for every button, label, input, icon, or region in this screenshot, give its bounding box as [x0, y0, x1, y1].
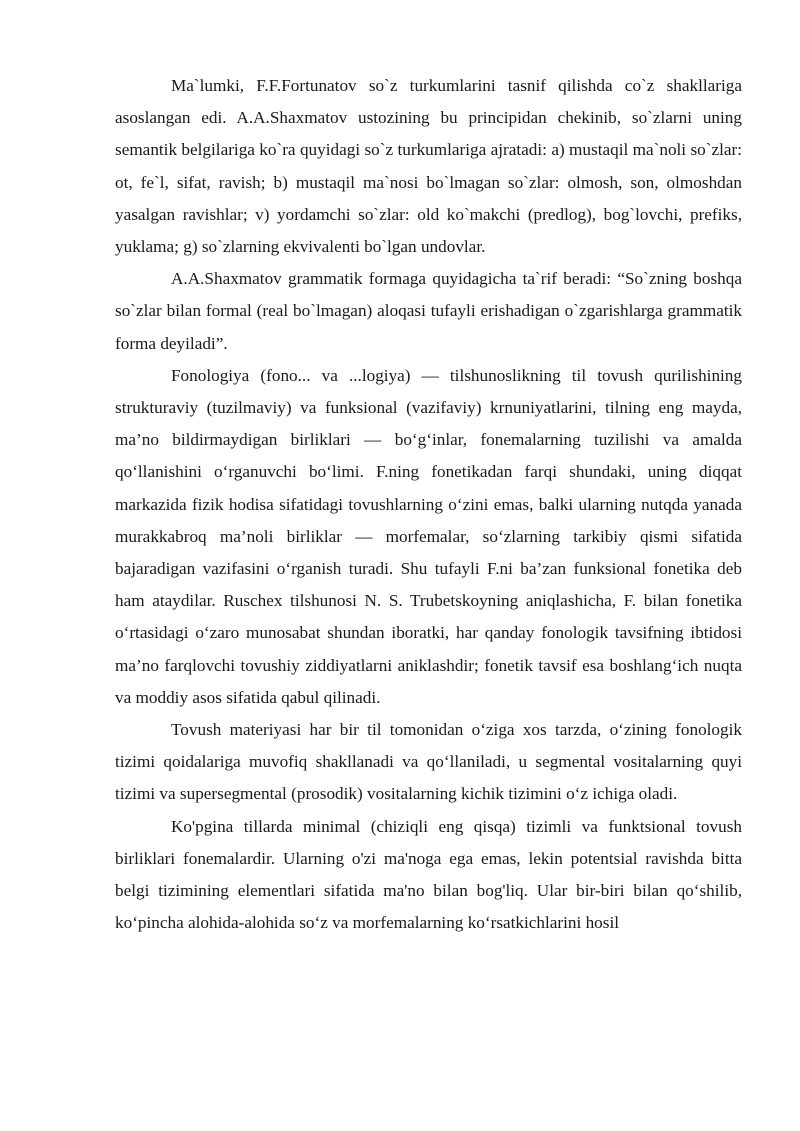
paragraph-grammatical-form: A.A.Shaxmatov grammatik formaga quyidagicha ta`rif beradi: “So`zning boshqa so`zlar bilan formal (real bo`lmagan) aloqasi tufayli erishadigan o`zgarishlarga grammatik forma deyiladi”. [115, 269, 742, 353]
paragraph-phonology: Fonologiya (fono... va ...logiya) — tilshunoslikning til tovush qurilishining strukturaviy (tuzilmaviy) va funksional (vazifaviy) krnuniyatlarini, tilning eng mayda, ma’no bildirmaydigan birliklari — bo‘g‘inlar, fonemalarning tuzilishi va amalda qo‘llanishini o‘rganuvchi bo‘limi. F.ning fonetikadan farqi shundaki, uning diqqat markazida fizik hodisa sifatidagi tovushlarning o‘zini emas, balki ularning nutqda yanada murakkabroq ma’noli birliklar — morfemalar, so‘zlarning tarkibiy qismi sifatida bajaradigan vazifasini o‘rganish turadi. Shu tufayli F.ni ba’zan funksional fonetika deb ham ataydilar. Ruschex tilshunosi N. S. Trubetskoyning aniqlashicha, F. bilan fonetika o‘rtasidagi o‘zaro munosabat shundan iboratki, har qanday fonologik tavsifning ibtidosi ma’no farqlovchi tovushiy ziddiyatlarni aniklashdir; fonetik tavsif esa boshlang‘ich nuqta va moddiy asos sifatida qabul qilinadi. [115, 365, 742, 707]
paragraph-phonemes: Ko'pgina tillarda minimal (chiziqli eng qisqa) tizimli va funktsional tovush birliklari fonemalardir. Ularning o'zi ma'noga ega emas, lekin potentsial ravishda bitta belgi tizimining elementlari sifatida ma'no bilan bog'liq. Ular bir-biri bilan qo‘shilib, ko‘pincha alohida-alohida so‘z va morfemalarning ko‘rsatkichlarini hosil [115, 816, 742, 933]
paragraph-sound-matter: Tovush materiyasi har bir til tomonidan o‘ziga xos tarzda, o‘zining fonologik tizimi qoidalariga muvofiq shakllanadi va qo‘llaniladi, u segmental vositalarning quyi tizimi va supersegmental (prosodik) vositalarning kichik tizimini o‘z ichiga oladi. [115, 720, 742, 804]
paragraph-word-classes: Ma`lumki, F.F.Fortunatov so`z turkumlarini tasnif qilishda co`z shakllariga asoslangan edi. A.A.Shaxmatov ustozining bu principidan chekinib, so`zlarni uning semantik belgilariga ko`ra quyidagi so`z turkumlariga ajratadi: a) mustaqil ma`noli so`zlar: ot, fe`l, sifat, ravish; b) mustaqil ma`nosi bo`lmagan so`zlar: olmosh, son, olmoshdan yasalgan ravishlar; v) yordamchi so`zlar: old ko`makchi (predlog), bog`lovchi, prefiks, yuklama; g) so`zlarning ekvivalenti bo`lgan undovlar. [115, 76, 742, 257]
document-page [115, 70, 742, 939]
